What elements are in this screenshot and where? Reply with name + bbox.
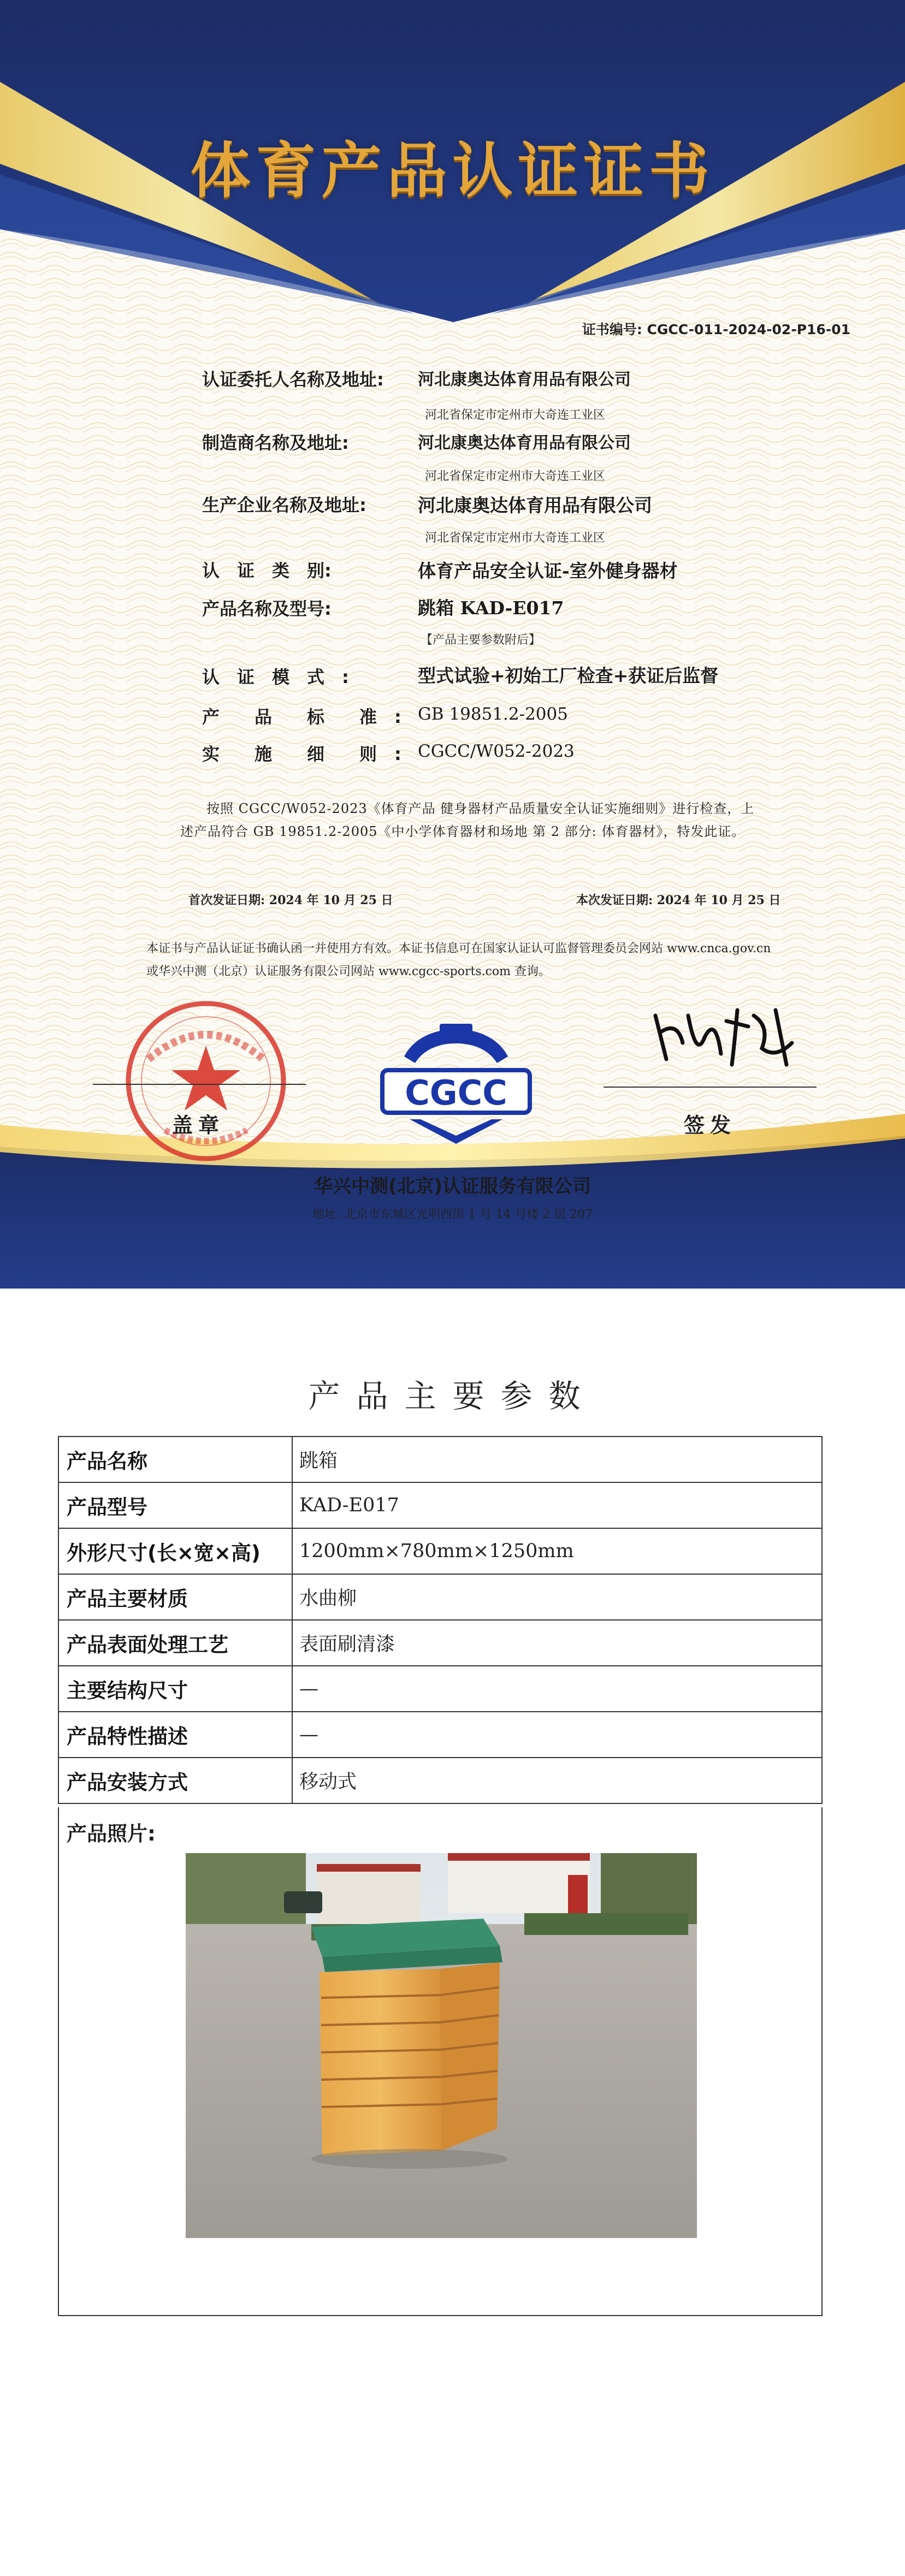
organization-address: 地址: 北京市东城区光明西街 1 号 14 号楼 2 层 207 — [312, 1208, 593, 1221]
certificate-number: 证书编号: CGCC-011-2024-02-P16-01 — [582, 322, 850, 337]
table-row — [58, 1712, 822, 1758]
param-value: — — [292, 1712, 822, 1758]
client-label: 认证委托人名称及地址: — [202, 369, 384, 390]
category-label: 认 证 类 别: — [202, 560, 332, 581]
standard-value: GB 19851.2-2005 — [418, 704, 568, 724]
standard-label: 产 品 标 准 : — [202, 707, 401, 727]
certificate-body: 按照 CGCC/W052-2023《体育产品 健身器材产品质量安全认证实施细则》进行检查，上述产品符合 GB 19851.2-2005《中小学体育器材和场地 第 2 部分: 体育器材》，特发此证。 — [180, 801, 755, 839]
param-value: — — [292, 1666, 822, 1712]
product-label: 产品名称及型号: — [202, 598, 332, 619]
param-value: 水曲柳 — [292, 1574, 822, 1620]
seal-label: 盖章 — [171, 1113, 224, 1137]
param-key: 产品特性描述 — [58, 1712, 292, 1758]
producer-label: 生产企业名称及地址: — [202, 495, 366, 515]
cgcc-logo-text: CGCC — [405, 1073, 507, 1113]
mode-value: 型式试验+初始工厂检查+获证后监督 — [418, 665, 719, 686]
manufacturer-address: 河北省保定市定州市大奇连工业区 — [425, 470, 606, 483]
red-seal-stamp — [116, 994, 296, 1168]
param-key: 产品名称 — [58, 1437, 292, 1482]
param-key: 产品主要材质 — [58, 1574, 292, 1620]
table-row — [58, 1758, 822, 1803]
manufacturer-value: 河北康奥达体育用品有限公司 — [418, 434, 631, 453]
this-issue-date: 本次发证日期: 2024 年 10 月 25 日 — [576, 893, 781, 907]
parameters-table — [58, 1436, 823, 1804]
table-row — [58, 1666, 822, 1712]
seal-signature-line — [93, 1084, 306, 1085]
product-note: 【产品主要参数附后】 — [421, 633, 541, 647]
photo-label: 产品照片: — [67, 1822, 156, 1845]
producer-value: 河北康奥达体育用品有限公司 — [418, 495, 652, 516]
rules-value: CGCC/W052-2023 — [418, 741, 575, 761]
mode-label: 认 证 模 式 : — [202, 667, 349, 687]
param-value: 1200mm×780mm×1250mm — [292, 1528, 822, 1574]
param-key: 产品表面处理工艺 — [58, 1620, 292, 1666]
param-key: 外形尺寸(长×宽×高) — [58, 1528, 292, 1574]
parameters-title: 产品主要参数 — [308, 1378, 597, 1415]
signature — [644, 994, 808, 1076]
param-value: 跳箱 — [292, 1437, 822, 1482]
sign-label: 签发 — [683, 1113, 736, 1137]
param-value: 表面刷清漆 — [292, 1620, 822, 1666]
first-issue-date: 首次发证日期: 2024 年 10 月 25 日 — [188, 893, 393, 907]
signature-line — [604, 1087, 817, 1088]
producer-address: 河北省保定市定州市大奇连工业区 — [425, 531, 606, 545]
table-row — [58, 1482, 822, 1528]
client-address: 河北省保定市定州市大奇连工业区 — [425, 408, 606, 422]
param-key: 产品型号 — [58, 1482, 292, 1528]
rules-label: 实 施 细 则 : — [202, 744, 401, 764]
param-value: KAD-E017 — [292, 1482, 822, 1528]
client-value: 河北康奥达体育用品有限公司 — [418, 370, 631, 389]
product-photo — [186, 1853, 697, 2238]
param-key: 主要结构尺寸 — [58, 1666, 292, 1712]
table-row — [58, 1528, 822, 1574]
category-value: 体育产品安全认证-室外健身器材 — [418, 560, 678, 581]
certificate-footnote: 本证书与产品认证证书确认函一并使用方有效。本证书信息可在国家认证认可监督管理委员会网站 www.cnca.gov.cn 或华兴中测（北京）认证服务有限公司网站 www.cgcc-sports.com 查询。 — [146, 942, 771, 978]
table-row — [58, 1437, 822, 1482]
table-row — [58, 1620, 822, 1666]
cgcc-logo — [377, 1024, 535, 1149]
product-photo-cell — [58, 1807, 823, 2316]
product-value: 跳箱 KAD-E017 — [418, 597, 564, 619]
param-value: 移动式 — [292, 1758, 822, 1803]
manufacturer-label: 制造商名称及地址: — [202, 432, 349, 453]
param-key: 产品安装方式 — [58, 1758, 292, 1803]
certificate-title: 体育产品认证证书 — [190, 136, 715, 206]
issuing-organization: 华兴中测(北京)认证服务有限公司 — [314, 1176, 591, 1197]
table-row — [58, 1574, 822, 1620]
